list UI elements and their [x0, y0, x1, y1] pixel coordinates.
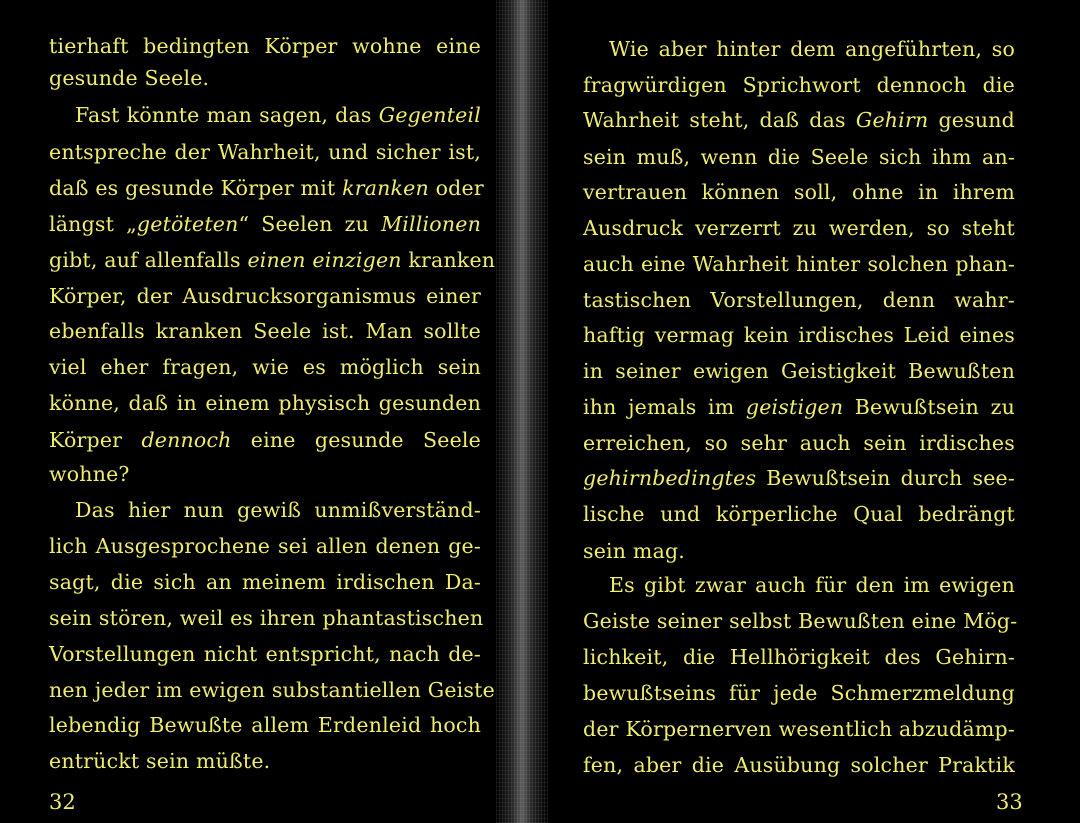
text-run: fragwürdigen Sprichwort dennoch die [583, 73, 1015, 97]
right-text-line [583, 216, 1015, 240]
right-text-line [583, 609, 1018, 633]
text-run: fen, aber die Ausübung solcher Praktik [583, 753, 1015, 777]
text-run: Körper, der Ausdrucksorganismus einer [49, 284, 481, 308]
left-text-line [49, 103, 481, 127]
page-number-right: 33 [996, 790, 1023, 814]
right-text-line [583, 681, 1015, 705]
text-run: ebenfalls kranken Seele ist. Man sollte [49, 319, 481, 343]
right-text-line [583, 395, 1015, 419]
right-text-line [583, 73, 1015, 97]
text-run: oder [428, 176, 484, 200]
text-run: der Körpernerven wesentlich abzudämp- [583, 717, 1015, 741]
italic-text: dennoch [141, 428, 232, 452]
right-text-line [583, 753, 1015, 777]
right-text-line [583, 323, 1015, 347]
text-run: bewußtseins für jede Schmerzmeldung [583, 681, 1015, 705]
text-run: Wie aber hinter dem angeführten, so [609, 37, 1015, 61]
right-text-line [583, 252, 1015, 276]
left-text-line [49, 284, 481, 308]
left-text-line [49, 749, 481, 773]
text-run: längst „ [49, 212, 137, 236]
italic-text: Gehirn [855, 108, 929, 132]
left-text-line [49, 355, 481, 379]
left-text-line [49, 642, 481, 666]
text-run: erreichen, so sehr auch sein irdisches [583, 431, 1015, 455]
text-run: sagt, die sich an meinem irdischen Da- [49, 570, 481, 594]
text-run: viel eher fragen, wie es möglich sein [49, 355, 481, 379]
right-text-line [583, 37, 1015, 61]
text-run: wohne? [49, 462, 130, 486]
text-run: “ Seelen zu [238, 212, 382, 236]
right-page [538, 0, 1080, 823]
italic-text: Gegenteil [378, 103, 481, 127]
text-run: gesund [928, 108, 1015, 132]
text-run: entrückt sein müßte. [49, 749, 271, 773]
text-run: daß es gesunde Körper mit [49, 176, 343, 200]
italic-text: einen einzigen [247, 248, 402, 272]
italic-text: kranken [342, 176, 429, 200]
italic-text: getöteten [136, 212, 239, 236]
text-run: Das hier nun gewiß unmißverständ- [75, 498, 481, 522]
right-text-line [583, 359, 1015, 383]
text-run: tastischen Vorstellungen, denn wahr- [583, 288, 1015, 312]
text-run: lich Ausgesprochene sei allen denen ge- [49, 534, 481, 558]
left-text-line [49, 140, 481, 164]
left-text-line [49, 319, 481, 343]
left-page [0, 0, 522, 823]
text-run: haftig vermag kein irdisches Leid eines [583, 323, 1015, 347]
right-text-line [583, 645, 1015, 669]
text-run: Fast könnte man sagen, das [75, 103, 379, 127]
right-text-line [583, 431, 1015, 455]
text-run: entspreche der Wahrheit, und sicher ist, [49, 140, 481, 164]
left-text-line [49, 462, 481, 486]
left-text-line [49, 428, 481, 452]
right-text-line [583, 573, 1015, 597]
text-run: Bewußtsein zu [843, 395, 1015, 419]
text-run: Vorstellungen nicht entspricht, nach de- [49, 642, 481, 666]
left-text-line [49, 248, 496, 272]
right-text-line [583, 180, 1015, 204]
text-run: sein mag. [583, 539, 686, 563]
left-text-line [49, 498, 481, 522]
text-run: Es gibt zwar auch für den im ewigen [609, 573, 1015, 597]
text-run: gesunde Seele. [49, 66, 210, 90]
right-text-line [583, 466, 1015, 490]
italic-text: Millionen [381, 212, 481, 236]
text-run: kranken [401, 248, 496, 272]
text-run: eine gesunde Seele [231, 428, 481, 452]
right-text-line [583, 539, 1015, 563]
text-run: Geiste seiner selbst Bewußten eine Mög- [583, 609, 1018, 633]
right-text-line [583, 502, 1015, 526]
text-run: lichkeit, die Hellhörigkeit des Gehirn- [583, 645, 1015, 669]
left-text-line [49, 534, 481, 558]
left-text-line [49, 176, 484, 200]
italic-text: gehirnbedingtes [583, 466, 757, 490]
right-text-line [583, 108, 1015, 132]
text-run: nen jeder im ewigen substantiellen Geiste [49, 678, 495, 702]
text-run: in seiner ewigen Geistigkeit Bewußten [583, 359, 1015, 383]
italic-text: geistigen [745, 395, 844, 419]
page-number-left: 32 [49, 790, 76, 814]
text-run: Wahrheit steht, daß das [583, 108, 856, 132]
text-run: lische und körperliche Qual bedrängt [583, 502, 1015, 526]
left-text-line [49, 34, 481, 58]
left-text-line [49, 66, 481, 90]
text-run: Ausdruck verzerrt zu werden, so steht [583, 216, 1015, 240]
left-text-line [49, 713, 481, 737]
right-text-line [583, 717, 1015, 741]
right-text-line [583, 288, 1015, 312]
left-text-line [49, 391, 481, 415]
left-text-line [49, 678, 495, 702]
text-run: Bewußtsein durch see- [756, 466, 1015, 490]
text-run: tierhaft bedingten Körper wohne eine [49, 34, 481, 58]
text-run: auch eine Wahrheit hinter solchen phan- [583, 252, 1015, 276]
text-run: ihn jemals im [583, 395, 746, 419]
left-text-line [49, 606, 484, 630]
right-text-line [583, 145, 1015, 169]
text-run: lebendig Bewußte allem Erdenleid hoch [49, 713, 481, 737]
text-run: sein muß, wenn die Seele sich ihm an- [583, 145, 1015, 169]
left-text-line [49, 212, 481, 236]
text-run: Körper [49, 428, 142, 452]
text-run: sein stören, weil es ihren phantastischen [49, 606, 484, 630]
text-run: vertrauen können soll, ohne in ihrem [583, 180, 1015, 204]
left-text-line [49, 570, 481, 594]
text-run: gibt, auf allenfalls [49, 248, 248, 272]
text-run: könne, daß in einem physisch gesunden [49, 391, 481, 415]
